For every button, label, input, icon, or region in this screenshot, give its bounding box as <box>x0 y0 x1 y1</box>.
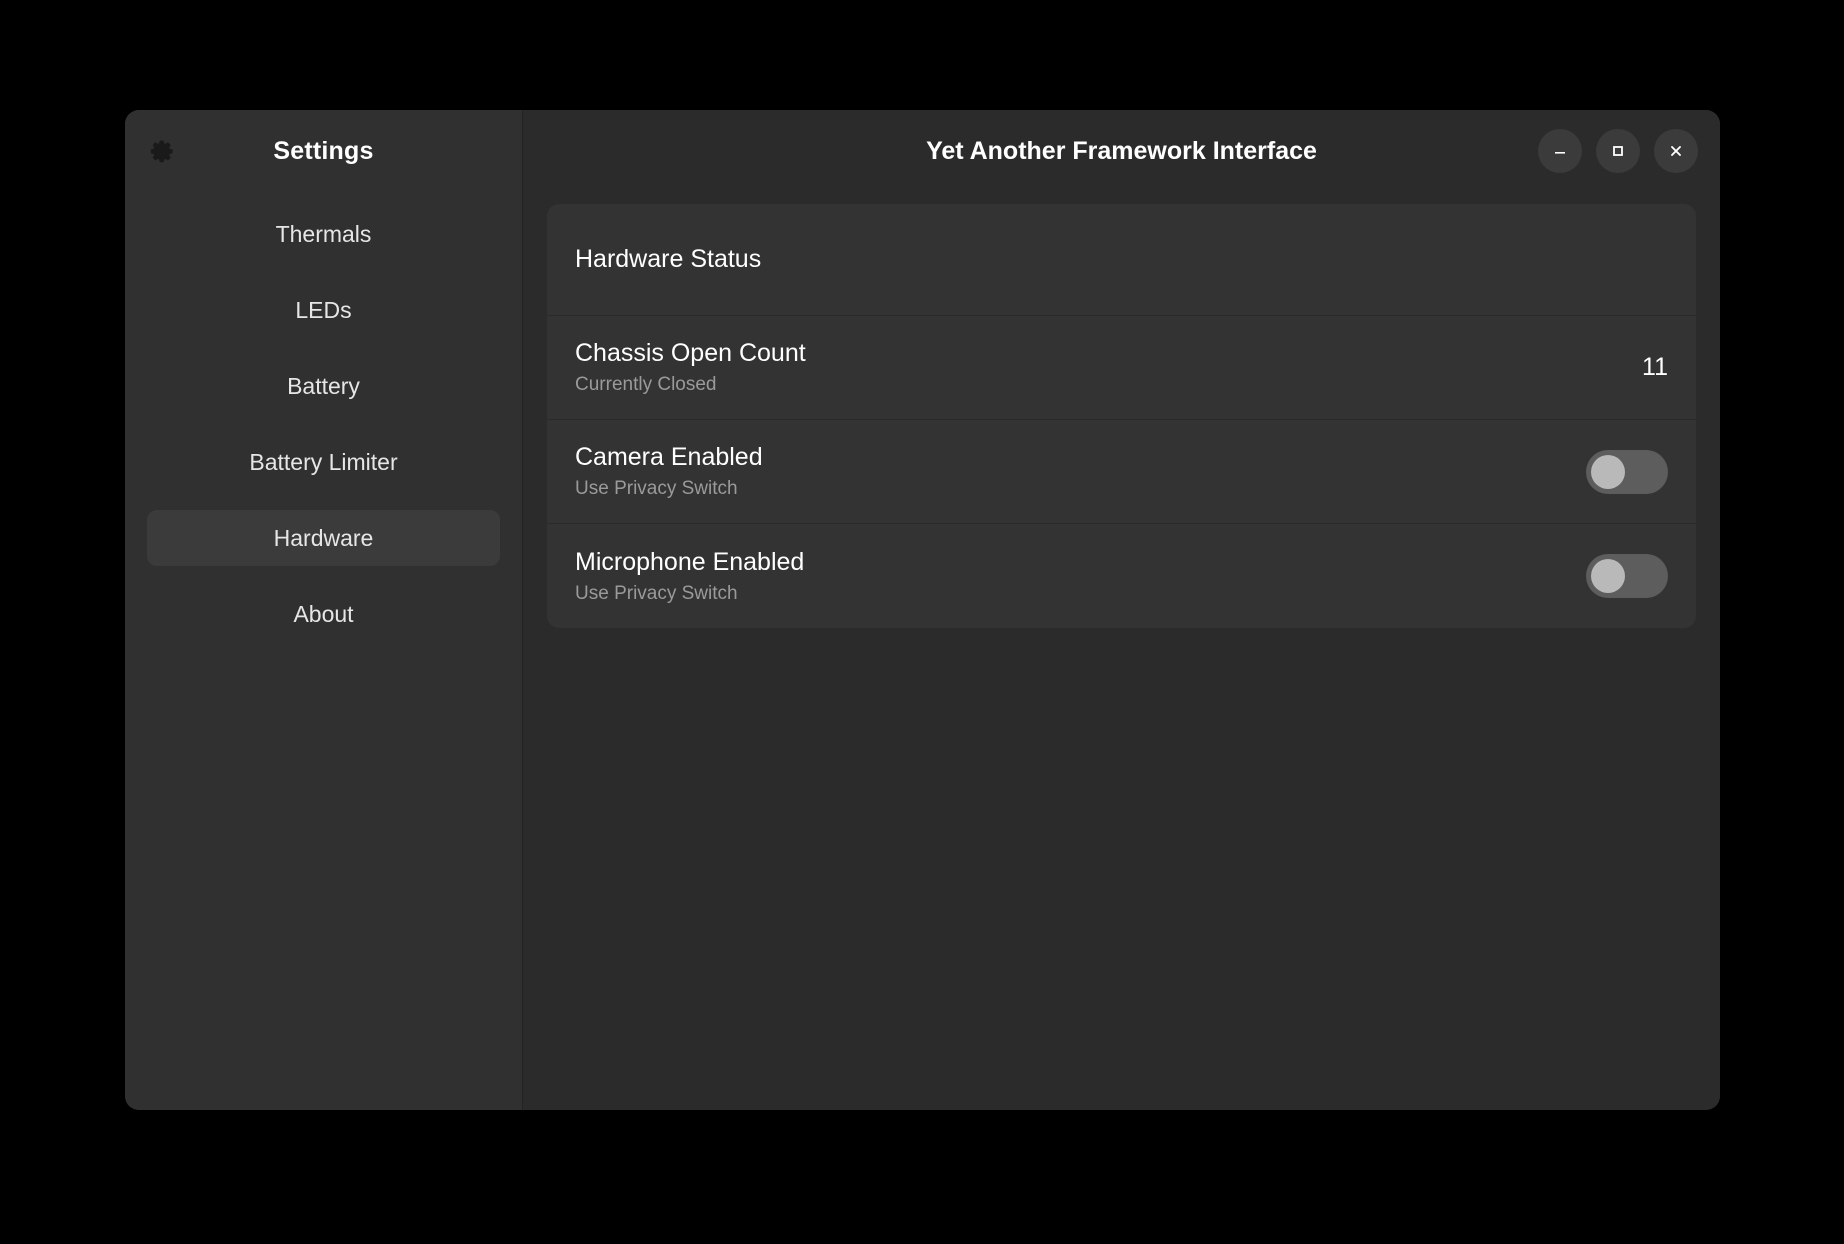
row-subtitle: Currently Closed <box>575 374 717 395</box>
sidebar-nav <box>125 192 522 662</box>
row-camera-enabled <box>547 420 1696 524</box>
sidebar-item-label: About <box>293 600 354 627</box>
close-icon <box>1668 143 1684 159</box>
content-area <box>523 192 1720 1110</box>
section-header-label: Hardware Status <box>575 245 762 273</box>
window-title: Yet Another Framework Interface <box>926 136 1317 165</box>
card-header-row <box>547 204 1696 316</box>
row-texts <box>575 443 1566 500</box>
sidebar-item-label: Battery Limiter <box>249 448 398 475</box>
row-microphone-enabled <box>547 524 1696 628</box>
camera-enabled-toggle[interactable] <box>1586 450 1668 494</box>
application-window <box>125 110 1720 1110</box>
window-controls <box>1538 129 1698 173</box>
toggle-knob <box>1591 455 1625 489</box>
microphone-enabled-toggle[interactable] <box>1586 554 1668 598</box>
row-texts <box>575 548 1566 605</box>
minimize-icon <box>1552 143 1568 159</box>
sidebar-item-hardware[interactable] <box>147 510 500 566</box>
row-title: Microphone Enabled <box>575 547 805 576</box>
sidebar-title: Settings <box>273 136 374 165</box>
maximize-icon <box>1610 143 1626 159</box>
sidebar-item-thermals[interactable] <box>147 206 500 262</box>
row-chassis-open-count <box>547 316 1696 420</box>
sidebar <box>125 110 523 1110</box>
sidebar-item-label: Thermals <box>275 220 372 247</box>
sidebar-item-label: LEDs <box>295 296 352 323</box>
row-texts <box>575 245 1668 274</box>
main-panel <box>523 110 1720 1110</box>
titlebar <box>523 110 1720 192</box>
row-title: Chassis Open Count <box>575 339 806 367</box>
sidebar-item-about[interactable] <box>147 586 500 642</box>
minimize-button[interactable] <box>1538 129 1582 173</box>
row-texts <box>575 339 1622 396</box>
close-button[interactable] <box>1654 129 1698 173</box>
maximize-button[interactable] <box>1596 129 1640 173</box>
hardware-status-card <box>547 204 1696 628</box>
row-title: Camera Enabled <box>575 443 763 471</box>
sidebar-item-leds[interactable] <box>147 282 500 338</box>
sidebar-item-battery[interactable] <box>147 358 500 414</box>
row-subtitle: Use Privacy Switch <box>575 478 738 499</box>
sidebar-item-label: Battery <box>287 372 360 399</box>
chassis-open-count-value: 11 <box>1642 353 1668 381</box>
gear-icon[interactable] <box>149 138 175 164</box>
sidebar-item-label: Hardware <box>273 524 374 551</box>
toggle-knob <box>1591 559 1625 593</box>
sidebar-item-battery-limiter[interactable] <box>147 434 500 490</box>
sidebar-header <box>125 110 522 192</box>
row-subtitle: Use Privacy Switch <box>575 582 738 604</box>
